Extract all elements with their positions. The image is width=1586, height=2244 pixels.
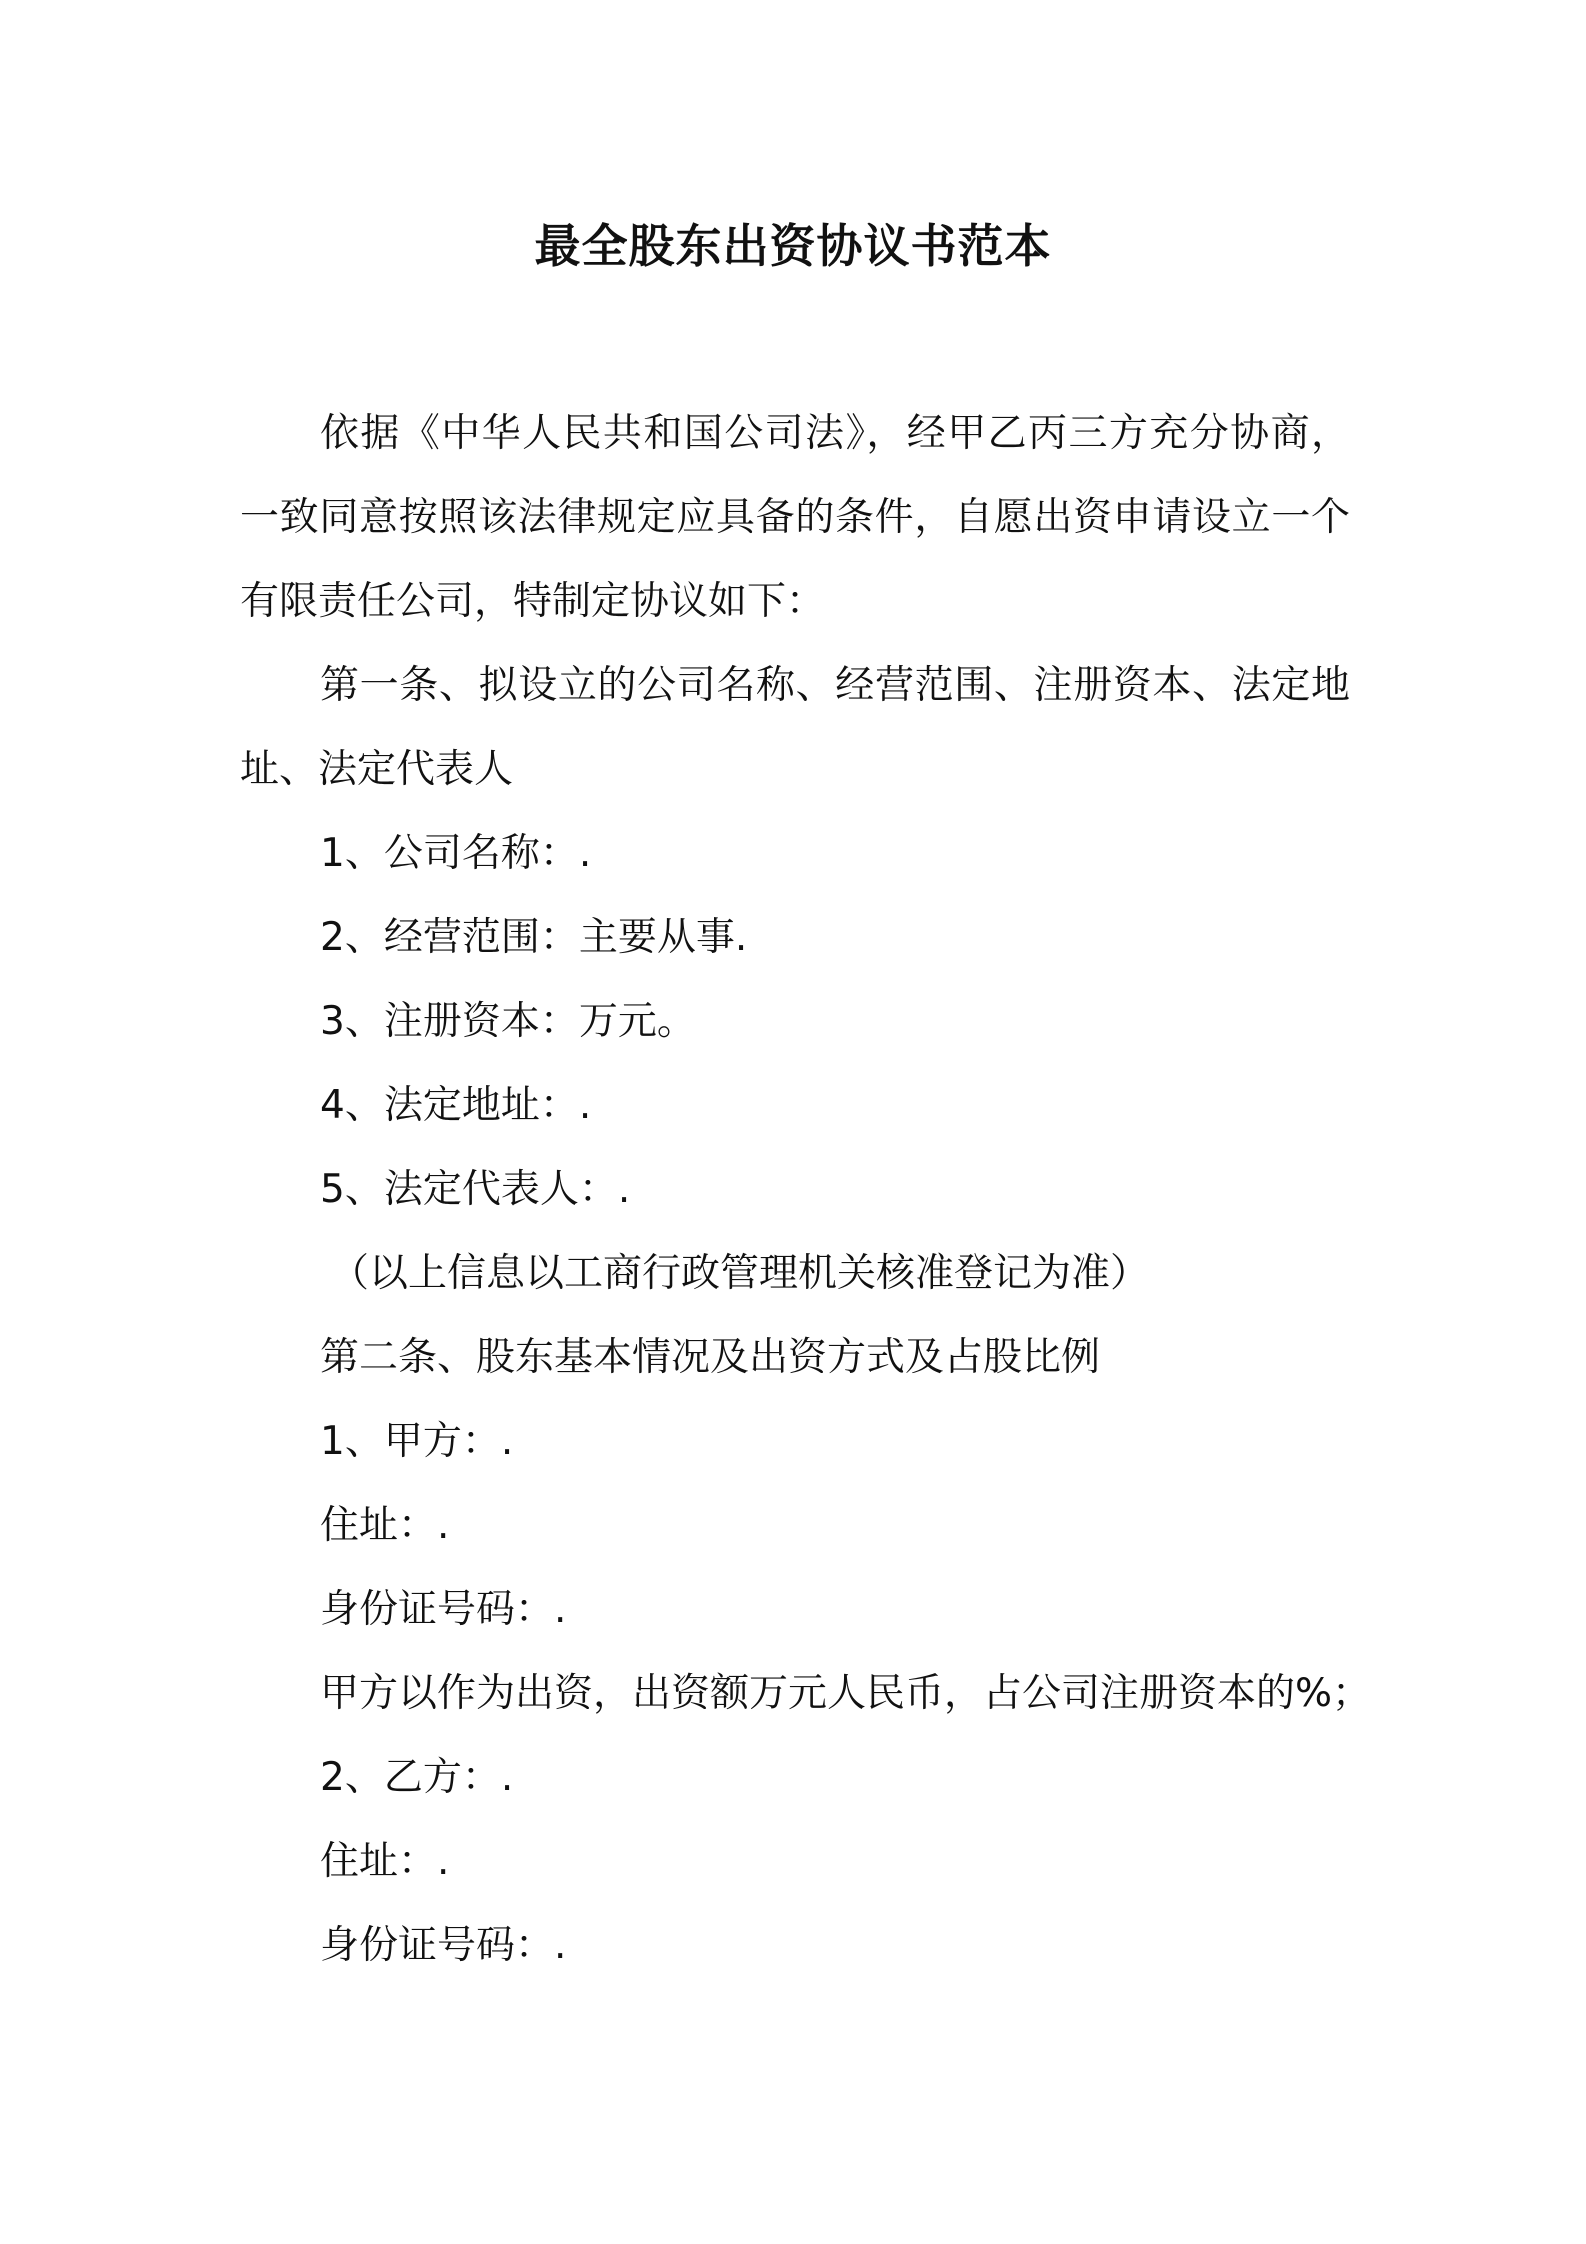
party-a-contribution: 甲方以作为出资，出资额万元人民币，占公司注册资本的%； — [320, 1671, 1372, 1716]
party-b-address: 住址：. — [320, 1839, 450, 1884]
party-a-id-number: 身份证号码：. — [320, 1587, 567, 1632]
article1-item-legal-address: 4、法定地址：. — [320, 1083, 592, 1128]
article1-item-registered-capital: 3、注册资本：万元。 — [320, 999, 696, 1044]
article1-note: （以上信息以工商行政管理机关核准登记为准） — [330, 1251, 1150, 1296]
party-b-title: 2、乙方：. — [320, 1755, 514, 1800]
party-b-id-number: 身份证号码：. — [320, 1923, 567, 1968]
article1-item-business-scope: 2、经营范围：主要从事. — [320, 915, 748, 960]
party-a-address: 住址：. — [320, 1503, 450, 1548]
document-title: 最全股东出资协议书范本 — [534, 219, 1052, 273]
article1-item-company-name: 1、公司名称：. — [320, 831, 592, 876]
intro-paragraph: 依据《中华人民共和国公司法》，经甲乙丙三方充分协商，一致同意按照该法律规定应具备的条件，自愿出资申请设立一个有限责任公司，特制定协议如下： — [240, 411, 1350, 624]
article2-heading: 第二条、股东基本情况及出资方式及占股比例 — [320, 1335, 1101, 1380]
article1-heading: 第一条、拟设立的公司名称、经营范围、注册资本、法定地址、法定代表人 — [240, 663, 1350, 792]
party-a-title: 1、甲方：. — [320, 1419, 514, 1464]
article1-item-legal-representative: 5、法定代表人：. — [320, 1167, 631, 1212]
